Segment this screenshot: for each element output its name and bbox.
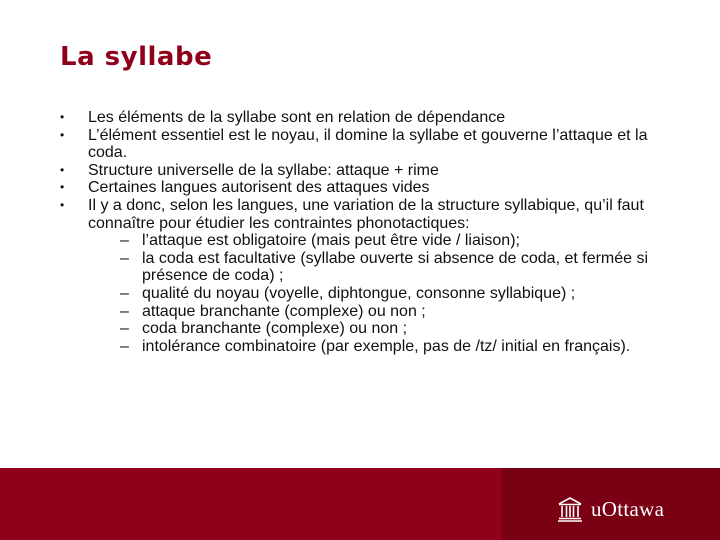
dash-marker: – xyxy=(120,337,129,355)
bullet-text: Certaines langues autorisent des attaques vides xyxy=(88,179,430,197)
dash-marker: – xyxy=(120,302,129,320)
bullet-text: Structure universelle de la syllabe: attaque + rime xyxy=(88,161,439,179)
bullet-text: L’élément essentiel est le noyau, il domine la syllabe et gouverne l’attaque et la coda. xyxy=(88,126,648,162)
sub-bullet-text: intolérance combinatoire (par exemple, pas de /tz/ initial en français). xyxy=(142,337,631,355)
building-columns-icon xyxy=(556,495,584,523)
logo-text: uOttawa xyxy=(591,496,665,521)
bullet-text: Il y a donc, selon les langues, une variation de la structure syllabique, qu’il faut connaître pour étudier les contraintes phonotactiques: xyxy=(88,196,644,232)
slide-title: La syllabe xyxy=(60,42,213,72)
sub-bullet-item xyxy=(120,232,650,250)
sub-bullet-item xyxy=(120,303,650,321)
sub-bullet-text: qualité du noyau (voyelle, diphtongue, consonne syllabique) ; xyxy=(142,284,576,302)
sub-bullet-item xyxy=(120,285,650,303)
uottawa-logo xyxy=(556,495,664,523)
dash-marker: – xyxy=(120,249,129,267)
sub-bullet-item xyxy=(120,338,650,356)
sub-bullet-text: coda branchante (complexe) ou non ; xyxy=(142,320,408,338)
dash-marker: – xyxy=(120,232,129,250)
bullet-item xyxy=(60,162,650,180)
bullet-text: Les éléments de la syllabe sont en relation de dépendance xyxy=(88,109,506,126)
bullet-list xyxy=(60,109,650,355)
sub-bullet-item xyxy=(120,320,650,338)
sub-bullet-list xyxy=(88,232,650,355)
sub-bullet-item xyxy=(120,250,650,285)
sub-bullet-text: l’attaque est obligatoire (mais peut être vide / liaison); xyxy=(142,232,520,250)
bullet-marker: • xyxy=(60,127,65,142)
bullet-item xyxy=(60,197,650,355)
bullet-marker: • xyxy=(60,197,65,212)
bullet-marker: • xyxy=(60,162,65,177)
dash-marker: – xyxy=(120,284,129,302)
bullet-item xyxy=(60,179,650,197)
bullet-item xyxy=(60,109,650,127)
sub-bullet-text: la coda est facultative (syllabe ouverte si absence de coda, et fermée si présence de coda) ; xyxy=(142,249,649,285)
bullet-item xyxy=(60,127,650,162)
bullet-marker: • xyxy=(60,110,65,124)
sub-bullet-text: attaque branchante (complexe) ou non ; xyxy=(142,302,426,320)
slide-content xyxy=(60,109,650,355)
dash-marker: – xyxy=(120,320,129,338)
bullet-marker: • xyxy=(60,180,65,195)
